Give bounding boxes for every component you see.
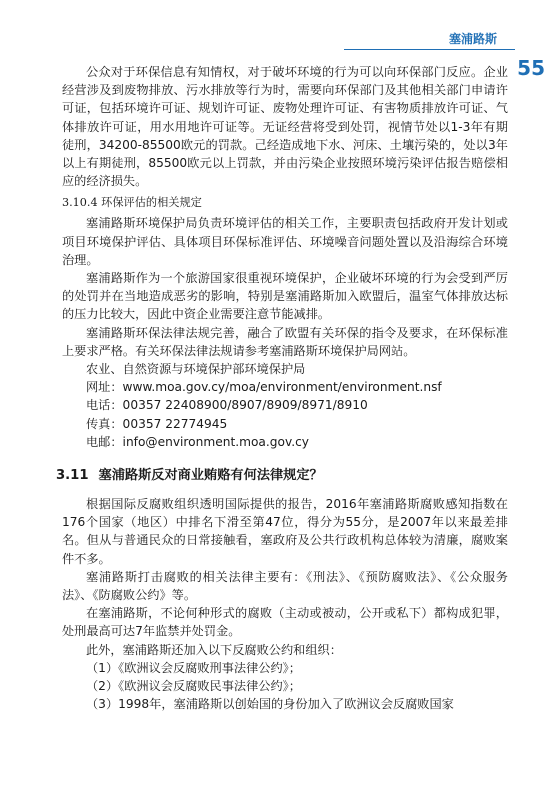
page-body [56,63,508,714]
running-header: 塞浦路斯 [448,32,497,46]
paragraph-tourism: 塞浦路斯作为一个旅游国家很重视环境保护，企业破坏环境的行为会受到严厉的处罚并在当地造成恶劣的影响，特别是塞浦路斯加入欧盟后，温室气体排放达标的压力比较大，因此中资企业需要注意节能减排。 [62,271,508,322]
contact-fax: 传真：00357 22774945 [86,416,228,431]
contact-website: 网址：www.moa.gov.cy/moa/environment/environment.nsf [86,380,442,395]
contact-email: 电邮：info@environment.moa.gov.cy [86,434,310,449]
list-item: （1）《欧洲议会反腐败刑事法律公约》； [86,660,301,675]
section-number: 3.11 [56,468,89,484]
paragraph-epa-duties: 塞浦路斯环境保护局负责环境评估的相关工作，主要职责包括政府开发计划或项目环境保护评估、具体项目环保标准评估、环境噪音问题处置以及沿海综合环境治理。 [62,216,508,267]
paragraph-cpi: 根据国际反腐败组织透明国际提供的报告，2016年塞浦路斯腐败感知指数在176个国家（地区）中排名下滑至第47位，得分为55分，是2007年以来最差排名。但从与普通民众的日常接触看，塞政府及公共行政机构总体较为清廉，腐败案件不多。 [62,497,508,566]
paragraph-laws: 塞浦路斯打击腐败的相关法律主要有：《刑法》、《预防腐败法》、《公众服务法》、《防腐败公约》等。 [62,569,508,603]
header-rule [344,49,515,50]
paragraph-penalty: 在塞浦路斯，不论何种形式的腐败（主动或被动，公开或私下）都构成犯罪，处刑最高可达7年监禁并处罚金。 [62,606,508,639]
subsection-title: 环保评估的相关规定 [101,196,202,210]
list-item: （3）1998年，塞浦路斯以创始国的身份加入了欧洲议会反腐败国家 [86,697,454,712]
section-title: 塞浦路斯反对商业贿赂有何法律规定？ [98,468,323,484]
contact-phone: 电话：00357 22408900/8907/8909/8971/8910 [86,398,368,413]
list-item: （2）《欧洲议会反腐败民事法律公约》； [86,679,301,694]
subsection-number: 3.10.4 [62,196,98,210]
paragraph-public-right: 公众对于环保信息有知情权，对于破坏环境的行为可以向环保部门反应。企业经营涉及到废物排放、污水排放等行为时，需要向环保部门及其他相关部门申请许可证，包括环境许可证、规划许可证、废物处理许可证、有害物质排放许可证、气体排放许可证，用水用地许可证等。无证经营将受到处罚，视情节处以1-3年有期徒刑，34200-85500欧元的罚款。己经造成地下水、河床、土壤污染的，处以3年以上有期徒刑，85500欧元以上罚款，并由污染企业按照环境污染评估报告赔偿相应的经济损失。 [62,65,508,189]
page-number: 55 [517,56,545,80]
paragraph-regulations: 塞浦路斯环保法律法规完善，融合了欧盟有关环保的指令及要求，在环保标准上要求严格。有关环保法律法规请参考塞浦路斯环境保护局网站。 [62,325,508,358]
contact-org: 农业、自然资源与环境保护部环境保护局 [86,362,306,377]
paragraph-conventions: 此外，塞浦路斯还加入以下反腐败公约和组织： [86,642,342,657]
subsection-heading [62,195,508,211]
section-heading [56,467,508,485]
